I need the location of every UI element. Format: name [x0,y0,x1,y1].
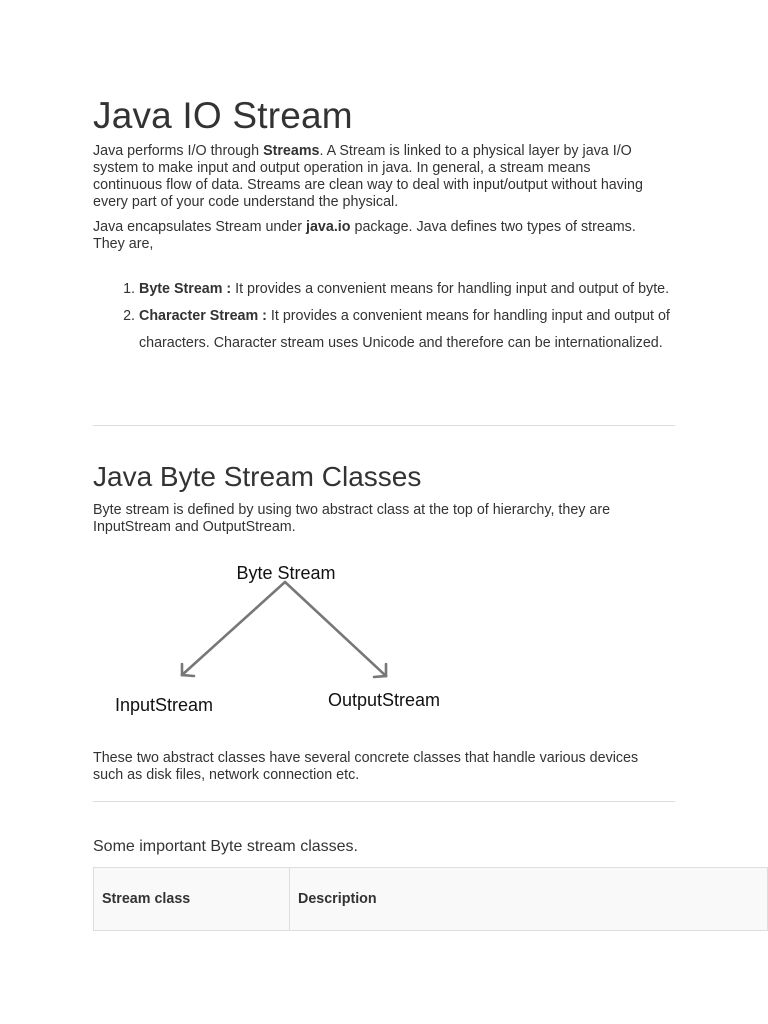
list-item-desc: It provides a convenient means for handling input and output of byte. [231,281,670,297]
diagram-arrows [182,582,386,677]
list-item-desc: It provides a convenient means for handling input and output of characters. Character stream uses Unicode and therefore can be internationalized. [139,308,670,351]
intro-paragraph-1 [93,143,663,211]
intro-p2-text-b: package. Java defines two types of streams. They are, [93,219,636,252]
intro-p1-text-a: Java performs I/O through [93,143,264,159]
column-header-description: Description [290,868,768,931]
page-title: Java IO Stream [93,95,353,136]
list-item-term: Byte Stream : [139,281,232,297]
list-item [139,276,719,303]
section-divider [93,425,675,426]
section-divider [93,801,675,802]
intro-p1-text-b: . A Stream is linked to a physical layer by java I/O system to make input and output operation in java. In general, a stream means continuous flow of data. Streams are clean way to deal with input/output without having every part of your code understand the physical. [93,143,643,210]
diagram-right-label: OutputStream [327,690,441,710]
byte-section-paragraph-1: Byte stream is defined by using two abstract class at the top of hierarchy, they are InputStream and OutputStream. [93,502,611,535]
byte-section-paragraph-2: These two abstract classes have several concrete classes that handle various devices such as disk files, network connection etc. [93,750,639,783]
intro-paragraph-2 [93,219,663,253]
list-item-term: Character Stream : [139,308,267,324]
diagram-root-label: Byte Stream [236,563,336,583]
section-heading-byte-stream: Java Byte Stream Classes [93,461,422,492]
intro-p1-bold: Streams [263,143,320,159]
intro-p2-text-a: Java encapsulates Stream under [93,219,306,235]
byte-stream-classes-table [93,867,768,931]
arrow-left-line [182,582,285,675]
list-item [139,303,719,357]
intro-p2-bold: java.io [306,219,351,235]
table-caption: Some important Byte stream classes. [93,838,358,855]
arrow-right-line [285,582,386,676]
column-header-stream-class: Stream class [94,868,290,931]
diagram-left-label: InputStream [114,695,214,715]
stream-types-list [93,276,719,357]
byte-stream-hierarchy-diagram [100,555,480,725]
table-header-row [94,868,768,931]
